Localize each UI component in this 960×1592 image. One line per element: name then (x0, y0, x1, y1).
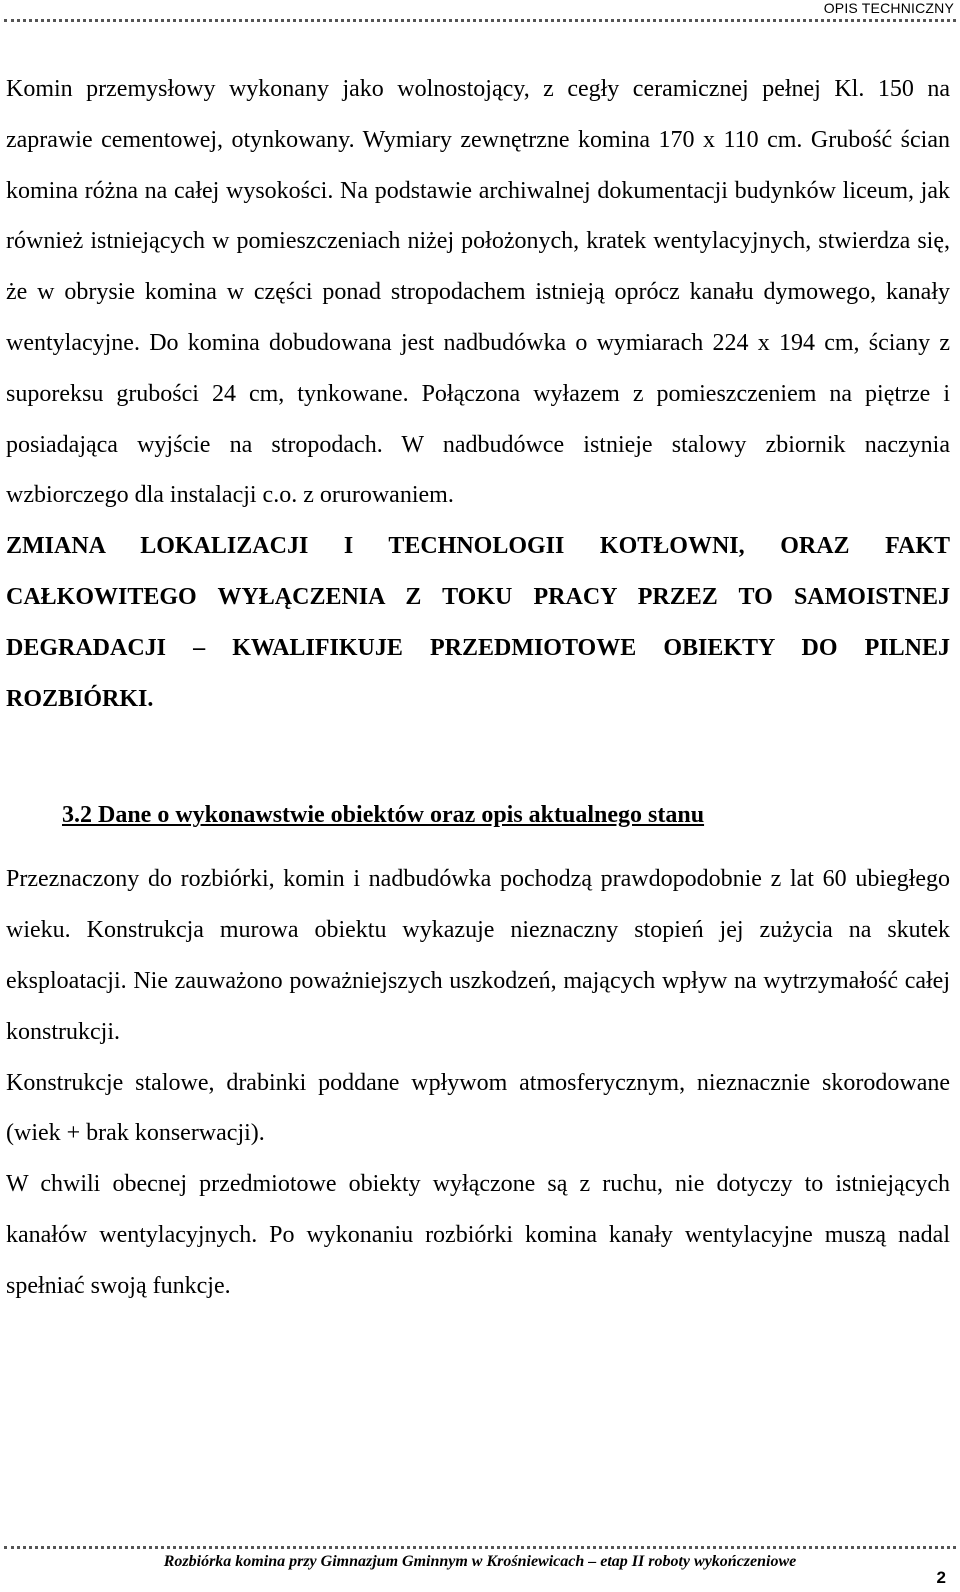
section-heading (6, 790, 950, 840)
section-body (6, 854, 950, 1311)
body-paragraph-chimney-description: Komin przemysłowy wykonany jako wolnostojący, z cegły ceramicznej pełnej Kl. 150 na zaprawie cementowej, otynkowany. Wymiary zewnętrzne komina 170 x 110 cm. Grubość ścian komina różna na całej wysokości. Na podstawie archiwalnej dokumentacji budynków liceum, jak również istniejących w pomieszczeniach niżej położonych, kratek wentylacyjnych, stwierdza się, że w obrysie komina w części ponad stropodachem istnieją oprócz kanału dymowego, kanały wentylacyjne. Do komina dobudowana jest nadbudówka o wymiarach 224 x 194 cm, ściany z suporeksu grubości 24 cm, tynkowane. Połączona wyłazem z pomieszczeniem na piętrze i posiadająca wyjście na stropodach. W nadbudówce istnieje stalowy zbiornik naczynia wzbiorczego dla instalacji c.o. z orurowaniem. (6, 76, 950, 509)
running-header: OPIS TECHNICZNY (823, 0, 954, 16)
section-paragraph-origin: Przeznaczony do rozbiórki, komin i nadbudówka pochodzą prawdopodobnie z lat 60 ubiegłego wieku. Konstrukcja murowa obiektu wykazuje nieznaczny stopień jej zużycia na skutek eksploatacji. Nie zauważono poważniejszych uszkodzeń, mających wpływ na wytrzymałość całej konstrukcji. (6, 866, 950, 1045)
body-paragraph-conclusion: ZMIANA LOKALIZACJI I TECHNOLOGII KOTŁOWNI, ORAZ FAKT CAŁKOWITEGO WYŁĄCZENIA Z TOKU PRACY PRZEZ TO SAMOISTNEJ DEGRADACJI – KWALIFIKUJE PRZEDMIOTOWE OBIEKTY DO PILNEJ ROZBIÓRKI. (6, 533, 950, 712)
section-paragraph-status: W chwili obecnej przedmiotowe obiekty wyłączone są z ruchu, nie dotyczy to istniejących kanałów wentylacyjnych. Po wykonaniu rozbiórki komina kanały wentylacyjne muszą nadal spełniać swoją funkcje. (6, 1171, 950, 1299)
page-number: 2 (936, 1568, 946, 1587)
running-footer: Rozbiórka komina przy Gimnazjum Gminnym w Krośniewicach – etap II roboty wykończeniowe (163, 1553, 797, 1570)
header-dotted-rule (4, 19, 956, 22)
section-number: 3.2 (62, 802, 92, 829)
footer-dotted-rule (4, 1546, 956, 1549)
section-title: Dane o wykonawstwie obiektów oraz opis aktualnego stanu (92, 802, 705, 829)
section-paragraph-steel: Konstrukcje stalowe, drabinki poddane wpływom atmosferycznym, nieznacznie skorodowane (wiek + brak konserwacji). (6, 1069, 950, 1147)
document-body (6, 64, 950, 1312)
